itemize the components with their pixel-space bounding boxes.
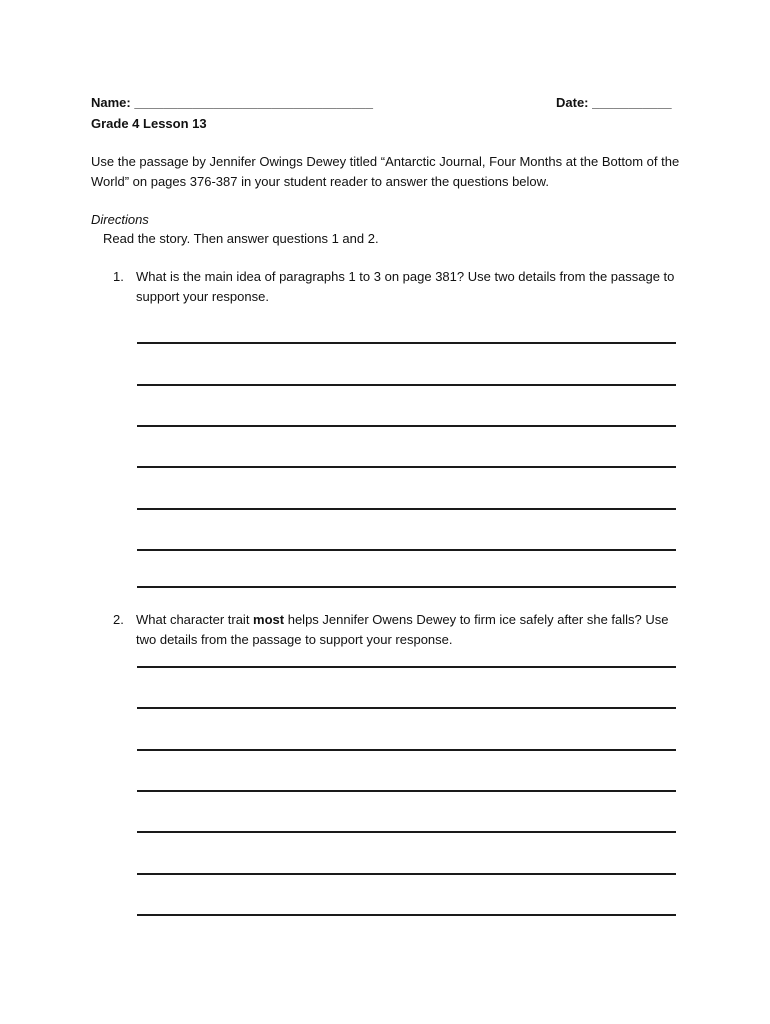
- answer-line[interactable]: [137, 873, 676, 875]
- question-1-number: 1.: [113, 269, 124, 284]
- question-2-number: 2.: [113, 612, 124, 627]
- lesson-title: Grade 4 Lesson 13: [91, 116, 207, 131]
- answer-line[interactable]: [137, 831, 676, 833]
- name-label: Name: _________________________________: [91, 95, 373, 110]
- answer-line[interactable]: [137, 384, 676, 386]
- question-2-emphasis: most: [253, 612, 285, 627]
- answer-line[interactable]: [137, 707, 676, 709]
- answer-line[interactable]: [137, 666, 676, 668]
- directions-heading: Directions: [91, 212, 149, 227]
- answer-line[interactable]: [137, 914, 676, 916]
- question-1-text: What is the main idea of paragraphs 1 to 3 on page 381? Use two details from the passage to support your response.: [136, 269, 675, 304]
- question-2-text-after: helps Jennifer Owens Dewey to firm ice safely after she falls? Use two details from the passage to support your response.: [136, 612, 669, 647]
- header-row: [91, 93, 676, 113]
- answer-line[interactable]: [137, 425, 676, 427]
- date-label: Date: ___________: [556, 95, 672, 110]
- answer-line[interactable]: [137, 549, 676, 551]
- intro-paragraph: Use the passage by Jennifer Owings Dewey titled “Antarctic Journal, Four Months at the Bottom of the World” on pages 376-387 in your student reader to answer the questions below.: [91, 154, 680, 189]
- question-2-text-before: What character trait: [136, 612, 254, 627]
- question-2-text: [136, 610, 681, 649]
- directions-text: Read the story. Then answer questions 1 and 2.: [103, 231, 379, 246]
- answer-line[interactable]: [137, 586, 676, 588]
- answer-line[interactable]: [137, 790, 676, 792]
- answer-line[interactable]: [137, 749, 676, 751]
- answer-line[interactable]: [137, 466, 676, 468]
- answer-line[interactable]: [137, 342, 676, 344]
- answer-line[interactable]: [137, 508, 676, 510]
